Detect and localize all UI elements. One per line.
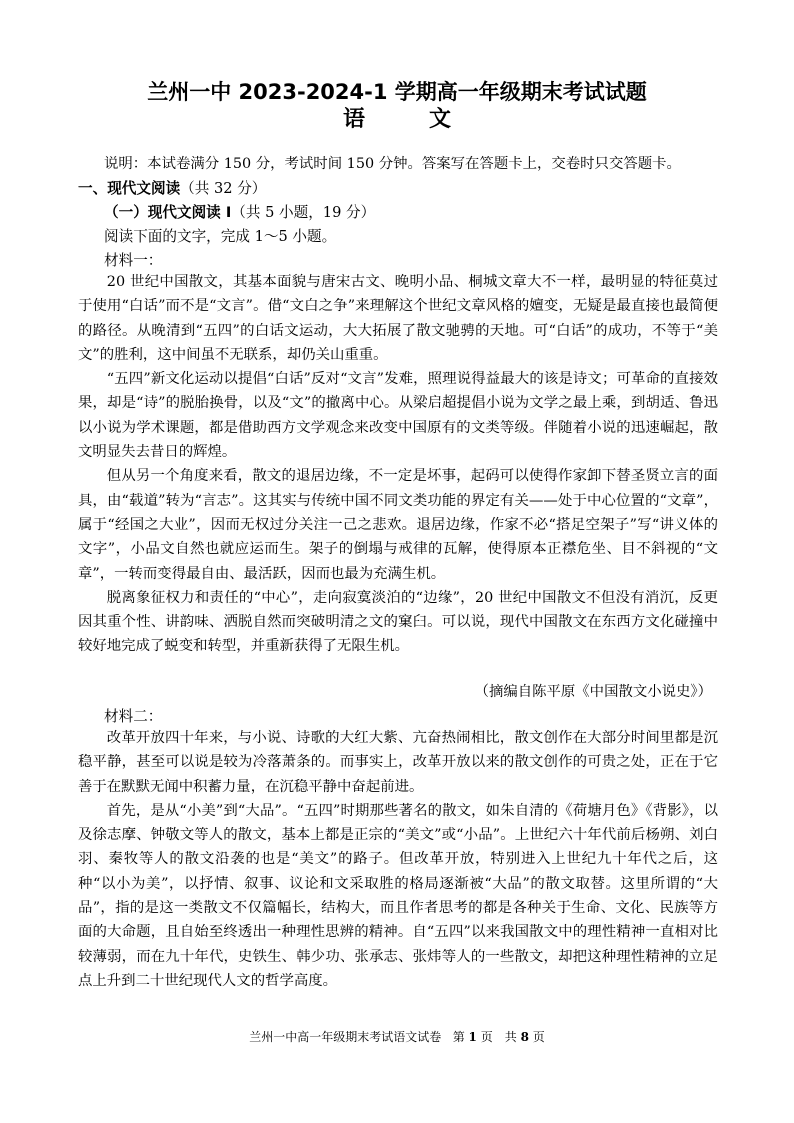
subsection-heading — [104, 201, 375, 222]
footer-page-prefix: 第 — [452, 1030, 465, 1044]
footer-page-suffix: 页 — [532, 1030, 545, 1044]
footer-page-mid: 页 共 — [480, 1030, 517, 1044]
material1-paragraph: “五四”新文化运动以提倡“白话”反对“文言”发难，照理说得益最大的该是诗文；可革命的直接效果，却是“诗”的脱胎换骨，以及“文”的撤离中心。从梁启超提倡小说为文学之最上乘，到胡适、鲁迅以小说为学术课题，都是借助西方文学观念来改变中国原有的文类等级。伴随着小说的迅速崛起，散文明显失去昔日的辉煌。 — [78, 371, 718, 461]
material1-body — [78, 270, 718, 659]
footer-page-total: 8 — [520, 1030, 529, 1044]
subsection-heading-label: （一）现代文阅读 I — [104, 204, 232, 221]
material2-body — [78, 726, 718, 993]
material1-label: 材料一： — [104, 252, 163, 269]
subject-title — [0, 102, 794, 133]
section-heading-label: 一、现代文阅读 — [78, 180, 181, 197]
instructions: 说明：本试卷满分 150 分，考试时间 150 分钟。答案写在答题卡上，交卷时只交答题卡。 — [104, 156, 681, 172]
exam-title: 兰州一中 2023-2024-1 学期高一年级期末考试试题 — [147, 80, 647, 104]
section-heading — [78, 177, 266, 198]
page-footer — [0, 1028, 794, 1045]
material1-paragraph: 但从另一个角度来看，散文的退居边缘，不一定是坏事，起码可以使得作家卸下替圣贤立言的面具，由“载道”转为“言志”。这其实与传统中国不同文类功能的界定有关——处于中心位置的“文章”，属于“经国之大业”，因而无权过分关注一己之悲欢。退居边缘，作家不必“搭足空架子”写“讲义体的文字”，小品文自然也就应运而生。架子的倒塌与戒律的瓦解，使得原本正襟危坐、目不斜视的“文章”，一转而变得最自由、最活跃，因而也最为充满生机。 — [78, 468, 718, 582]
material2-paragraph: 改革开放四十年来，与小说、诗歌的大红大紫、亢奋热闹相比，散文创作在大部分时间里都是沉稳平静，甚至可以说是较为冷落萧条的。而事实上，改革开放以来的散文创作的可贵之处，正在于它善于在默默无闻中积蓄力量，在沉稳平静中奋起前进。 — [78, 730, 718, 795]
reading-directions: 阅读下面的文字，完成 1～5 小题。 — [104, 228, 337, 245]
material1-paragraph: 脱离象征权力和责任的“中心”，走向寂寞淡泊的“边缘”，20 世纪中国散文不但没有消沉，反更因其重个性、讲韵味、洒脱自然而突破明清之文的窠臼。可以说，现代中国散文在东西方文化碰撞中较好地完成了蜕变和转型，并重新获得了无限生机。 — [78, 589, 718, 655]
subject-char-2: 文 — [429, 107, 452, 132]
footer-school: 兰州一中高一年级期末考试语文试卷 — [249, 1030, 442, 1044]
material1-source: （摘编自陈平原《中国散文小说史》） — [474, 684, 712, 700]
material2-label: 材料二： — [104, 708, 163, 725]
material1-paragraph: 20 世纪中国散文，其基本面貌与唐宋古文、晚明小品、桐城文章大不一样，最明显的特征莫过于使用“白话”而不是“文言”。借“文白之争”来理解这个世纪文章风格的嬗变，无疑是最直接也最简便的路径。从晚清到“五四”的白话文运动，大大拓展了散文驰骋的天地。可“白话”的成功，不等于“美文”的胜利，这中间虽不无联系，却仍关山重重。 — [78, 274, 718, 363]
subject-char-1: 语 — [342, 107, 365, 132]
section-heading-note: （共 32 分） — [180, 180, 267, 197]
material2-paragraph: 首先，是从“小美”到“大品”。“五四”时期那些著名的散文，如朱自清的《荷塘月色》《背影》，以及徐志摩、钟敬文等人的散文，基本上都是正宗的“美文”或“小品”。上世纪六十年代前后杨朔、刘白羽、秦牧等人的散文沿袭的也是“美文”的路子。但改革开放，特别进入上世纪九十年代之后，这种“以小为美”，以抒情、叙事、议论和文采取胜的格局逐渐被“大品”的散文取替。这里所谓的“大品”，指的是这一类散文不仅篇幅长，结构大，而且作者思考的都是各种关于生命、文化、民族等方面的大命题，且自始至终透出一种理性思辨的精神。自“五四”以来我国散文中的理性精神一直相对比较薄弱，而在九十年代，史铁生、韩少功、张承志、张炜等人的一些散文，却把这种理性精神的立足点上升到二十世纪现代人文的哲学高度。 — [78, 802, 718, 989]
footer-page-number: 1 — [468, 1030, 477, 1044]
subsection-heading-note: （共 5 小题，19 分） — [231, 204, 376, 221]
